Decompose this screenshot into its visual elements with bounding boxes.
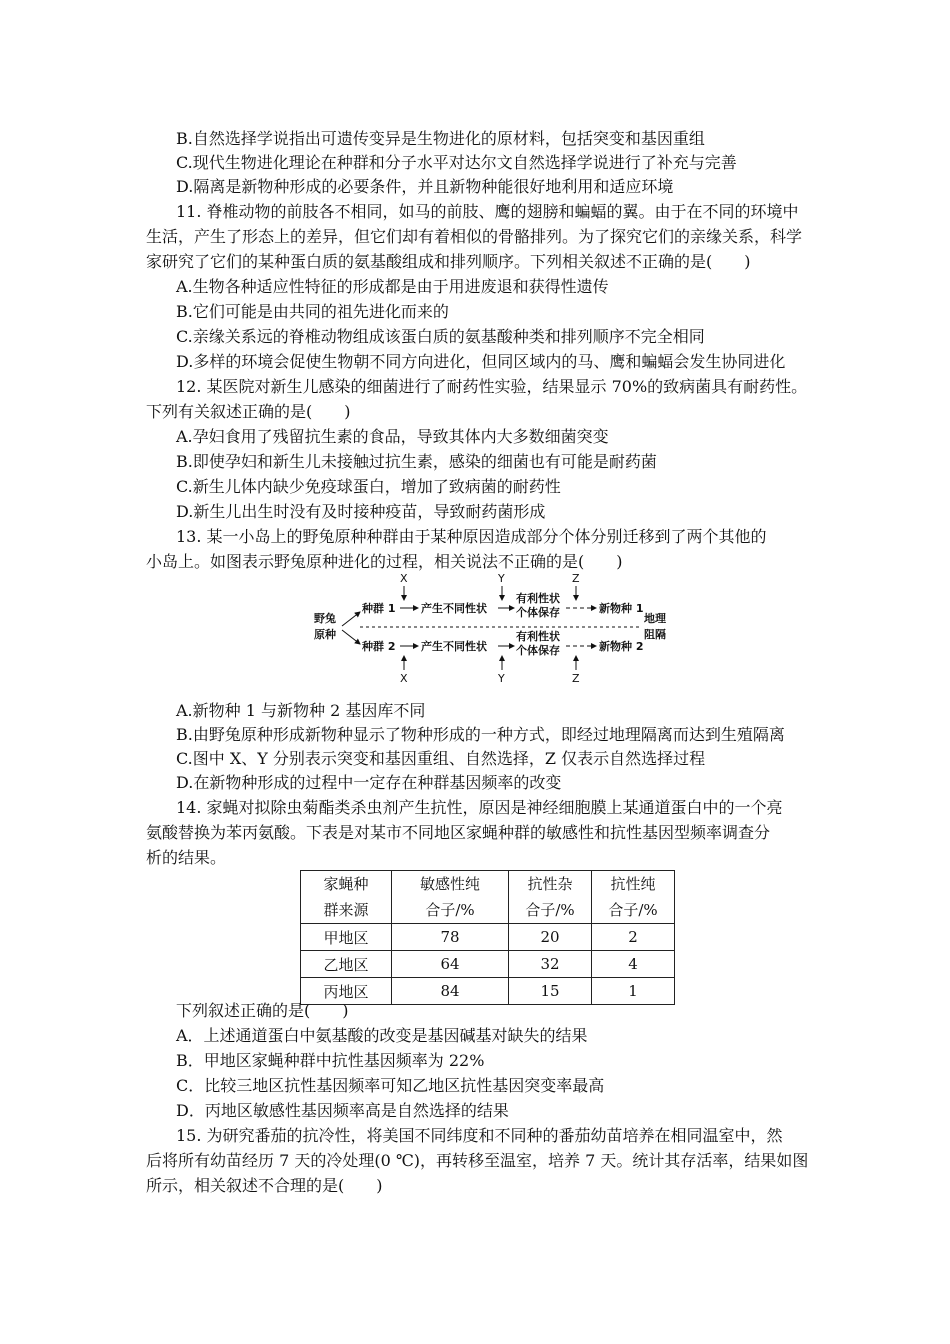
header-sensitive-homo	[392, 871, 509, 924]
cell-value: 2	[592, 924, 675, 951]
diagram-label-x-top: X	[400, 572, 408, 585]
genotype-frequency-table	[300, 870, 675, 1005]
q14-ask: 下列叙述正确的是( )	[176, 1001, 349, 1020]
diagram-diff-traits-2: 产生不同性状	[421, 640, 487, 653]
header-sensitive-line-2: 合子/%	[425, 901, 475, 919]
q13-option-c: C.图中 X、Y 分别表示突变和基因重组、自然选择，Z 仅表示自然选择过程	[176, 749, 706, 768]
table-row	[301, 951, 675, 978]
q14-stem-line-3: 析的结果。	[146, 848, 227, 867]
q15-stem-line-1: 15. 为研究番茄的抗冷性，将美国不同纬度和不同种的番茄幼苗培养在相同温室中，然	[176, 1126, 783, 1145]
branch-arrow-2	[342, 630, 360, 644]
diagram-origin-label-1: 野兔	[314, 612, 336, 625]
q14-option-d: D．丙地区敏感性基因频率高是自然选择的结果	[176, 1101, 509, 1120]
diagram-keep-1-line-1: 有利性状	[516, 592, 560, 605]
q12-stem-line-2: 下列有关叙述正确的是( )	[146, 402, 351, 421]
q12-option-b: B.即使孕妇和新生儿未接触过抗生素，感染的细菌也有可能是耐药菌	[176, 452, 657, 471]
branch-arrow-1	[342, 612, 360, 626]
q10-option-d: D.隔离是新物种形成的必要条件，并且新物种能很好地利用和适应环境	[176, 177, 674, 196]
q12-option-d: D.新生儿出生时没有及时接种疫苗，导致耐药菌形成	[176, 502, 546, 521]
cell-value: 4	[592, 951, 675, 978]
header-source-line-1: 家蝇种	[323, 875, 369, 893]
cell-value: 20	[509, 924, 592, 951]
q14-option-a: A．上述通道蛋白中氨基酸的改变是基因碱基对缺失的结果	[176, 1026, 588, 1045]
q11-stem-line-3: 家研究了它们的某种蛋白质的氨基酸组成和排列顺序。下列相关叙述不正确的是( )	[146, 252, 751, 271]
header-source-line-2: 群来源	[323, 901, 369, 919]
q10-option-c: C.现代生物进化理论在种群和分子水平对达尔文自然选择学说进行了补充与完善	[176, 153, 737, 172]
diagram-population-1: 种群 1	[362, 602, 396, 615]
diagram-new-species-2: 新物种 2	[599, 640, 644, 653]
cell-value: 15	[509, 978, 592, 1005]
cell-value: 84	[392, 978, 509, 1005]
diagram-keep-1-line-2: 个体保存	[516, 606, 560, 619]
q14-stem-line-2: 氨酸替换为苯丙氨酸。下表是对某市不同地区家蝇种群的敏感性和抗性基因型频率调查分	[146, 823, 771, 842]
diagram-new-species-1: 新物种 1	[599, 602, 644, 615]
diagram-diff-traits-1: 产生不同性状	[421, 602, 487, 615]
diagram-label-y-bottom: Y	[498, 672, 505, 685]
speciation-diagram	[300, 570, 690, 688]
header-hetero-line-1: 抗性杂	[527, 875, 573, 893]
q15-stem-line-2: 后将所有幼苗经历 7 天的冷处理(0 ℃)，再转移至温室，培养 7 天。统计其存活率，结果如图	[146, 1151, 809, 1170]
cell-value: 78	[392, 924, 509, 951]
header-resistant-homo	[592, 871, 675, 924]
q12-option-c: C.新生儿体内缺少免疫球蛋白，增加了致病菌的耐药性	[176, 477, 561, 496]
q11-option-b: B.它们可能是由共同的祖先进化而来的	[176, 302, 449, 321]
q14-option-b: B．甲地区家蝇种群中抗性基因频率为 22%	[176, 1051, 485, 1070]
q12-option-a: A.孕妇食用了残留抗生素的食品，导致其体内大多数细菌突变	[176, 427, 609, 446]
header-resistant-line-1: 抗性纯	[610, 875, 656, 893]
diagram-origin-label-2: 原种	[314, 628, 336, 641]
diagram-keep-2-line-1: 有利性状	[516, 630, 560, 643]
q13-stem-line-1: 13. 某一小岛上的野兔原种种群由于某种原因造成部分个体分别迁移到了两个其他的	[176, 527, 767, 546]
q11-stem-line-1: 11. 脊椎动物的前肢各不相同，如马的前肢、鹰的翅膀和蝙蝠的翼。由于在不同的环境中	[176, 202, 799, 221]
table-row	[301, 924, 675, 951]
diagram-label-z-bottom: Z	[572, 672, 580, 685]
diagram-barrier-label-2: 阻隔	[644, 628, 666, 641]
header-resistant-line-2: 合子/%	[608, 901, 658, 919]
cell-value: 32	[509, 951, 592, 978]
q12-stem-line-1: 12. 某医院对新生儿感染的细菌进行了耐药性实验，结果显示 70%的致病菌具有耐药性。	[176, 377, 808, 396]
q11-option-d: D.多样的环境会促使生物朝不同方向进化，但同区域内的马、鹰和蝙蝠会发生协同进化	[176, 352, 786, 371]
q13-option-b: B.由野兔原种形成新物种显示了物种形成的一种方式，即经过地理隔离而达到生殖隔离	[176, 725, 785, 744]
diagram-label-y-top: Y	[498, 572, 505, 585]
header-hetero-line-2: 合子/%	[525, 901, 575, 919]
diagram-label-x-bottom: X	[400, 672, 408, 685]
q14-option-c: C．比较三地区抗性基因频率可知乙地区抗性基因突变率最高	[176, 1076, 605, 1095]
q10-option-b: B.自然选择学说指出可遗传变异是生物进化的原材料，包括突变和基因重组	[176, 129, 705, 148]
cell-value: 64	[392, 951, 509, 978]
cell-region: 甲地区	[301, 924, 392, 951]
cell-value: 1	[592, 978, 675, 1005]
diagram-population-2: 种群 2	[362, 640, 396, 653]
q13-option-d: D.在新物种形成的过程中一定存在种群基因频率的改变	[176, 773, 562, 792]
q14-stem-line-1: 14. 家蝇对拟除虫菊酯类杀虫剂产生抗性，原因是神经细胞膜上某通道蛋白中的一个亮	[176, 798, 783, 817]
header-sensitive-line-1: 敏感性纯	[419, 875, 480, 893]
diagram-keep-2-line-2: 个体保存	[516, 644, 560, 657]
cell-region: 丙地区	[301, 978, 392, 1005]
q13-option-a: A.新物种 1 与新物种 2 基因库不同	[176, 701, 426, 720]
q13-stem-line-2: 小岛上。如图表示野兔原种进化的过程，相关说法不正确的是( )	[146, 552, 623, 571]
table-row	[301, 978, 675, 1005]
header-resistant-hetero	[509, 871, 592, 924]
q11-stem-line-2: 生活，产生了形态上的差异，但它们却有着相似的骨骼排列。为了探究它们的亲缘关系，科学	[146, 227, 803, 246]
table-header-row	[301, 871, 675, 924]
cell-region: 乙地区	[301, 951, 392, 978]
q11-option-a: A.生物各种适应性特征的形成都是由于用进废退和获得性遗传	[176, 277, 609, 296]
header-source	[301, 871, 392, 924]
q11-option-c: C.亲缘关系远的脊椎动物组成该蛋白质的氨基酸种类和排列顺序不完全相同	[176, 327, 705, 346]
q15-stem-line-3: 所示，相关叙述不合理的是( )	[146, 1176, 383, 1195]
diagram-label-z-top: Z	[572, 572, 580, 585]
diagram-barrier-label-1: 地理	[644, 612, 666, 625]
